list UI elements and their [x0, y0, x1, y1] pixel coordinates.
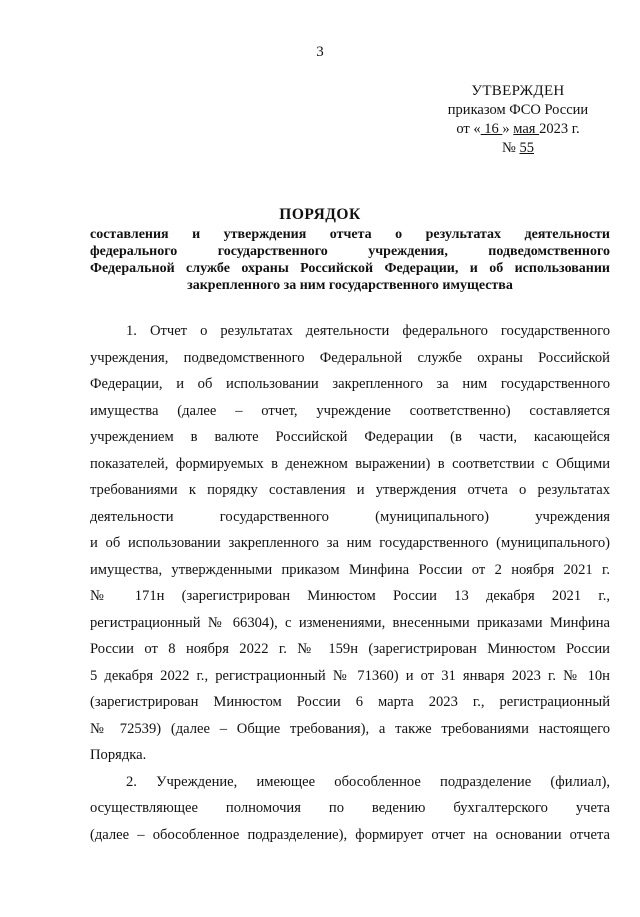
date-day: 16 — [480, 121, 503, 137]
paragraph-line: (зарегистрирован Минюстом России 6 марта 2023 г., регистрационный — [90, 694, 610, 710]
date-mid: » — [502, 121, 514, 137]
paragraph-line: (далее – обособленное подразделение), формирует отчет на основании отчета — [90, 826, 610, 843]
paragraph-line: осуществляющее полномочия по ведению бухгалтерского учета — [90, 800, 610, 816]
paragraph-line: № 171н (зарегистрирован Минюстом России 13 декабря 2021 г., — [90, 588, 610, 604]
paragraph-line: Порядка. — [90, 747, 147, 763]
paragraph-line: регистрационный № 66304), с изменениями, внесенными приказами Минфина — [90, 614, 610, 631]
paragraph-line: имущества, утвержденными приказом Минфина России от 2 ноября 2021 г. — [90, 561, 610, 578]
paragraph-line: и об использовании закрепленного за ним государственного (муниципального) — [90, 535, 610, 551]
paragraph-line: Федерации, и об использовании закрепленного за ним государственного — [90, 376, 610, 392]
date-month: мая — [513, 121, 540, 137]
paragraph-line: имущества (далее – отчет, учреждение соответственно) составляется — [90, 402, 610, 419]
paragraph-line: учреждения, подведомственного Федеральной службе охраны Российской — [90, 349, 610, 366]
subtitle-line: закрепленного за ним государственного имущества — [187, 278, 513, 293]
subtitle-line: составления и утверждения отчета о результатах деятельности — [90, 227, 610, 242]
approval-block — [418, 82, 618, 158]
paragraph-line: учреждением в валюте Российской Федерации (в части, касающейся — [90, 429, 610, 445]
paragraph-line: России от 8 ноября 2022 г. № 159н (зарегистрирован Минюстом России — [90, 641, 610, 657]
paragraph-line: 2. Учреждение, имеющее обособленное подразделение (филиал), — [126, 773, 610, 790]
number-value: 55 — [519, 140, 534, 156]
approval-date — [418, 120, 618, 139]
approval-line: приказом ФСО России — [447, 102, 589, 118]
approval-title: УТВЕРЖДЕН — [471, 83, 565, 99]
date-prefix: от « — [456, 121, 481, 137]
number-prefix: № — [502, 140, 520, 156]
paragraph-line: 5 декабря 2022 г., регистрационный № 71360) и от 31 января 2023 г. № 10н — [90, 667, 610, 684]
subtitle-line: Федеральной службе охраны Российской Федерации, и об использовании — [90, 261, 610, 276]
approval-number — [418, 139, 618, 158]
paragraph-line: № 72539) (далее – Общие требования), а также требованиями настоящего — [90, 720, 610, 737]
document-body — [90, 318, 610, 848]
document-subtitle — [90, 226, 610, 294]
page-number: 3 — [316, 44, 324, 60]
paragraph-line: деятельности государственного (муниципального) учреждения — [90, 508, 610, 525]
paragraph-line: 1. Отчет о результатах деятельности федерального государственного — [126, 323, 610, 339]
paragraph-line: показателей, формируемых в денежном выражении) в соответствии с Общими — [90, 455, 610, 472]
paragraph-line: требованиями к порядку составления и утверждения отчета о результатах — [90, 482, 610, 498]
document-heading: ПОРЯДОК — [279, 206, 361, 223]
subtitle-line: федерального государственного учреждения, подведомственного — [90, 244, 610, 259]
date-year: 2023 г. — [539, 121, 580, 137]
